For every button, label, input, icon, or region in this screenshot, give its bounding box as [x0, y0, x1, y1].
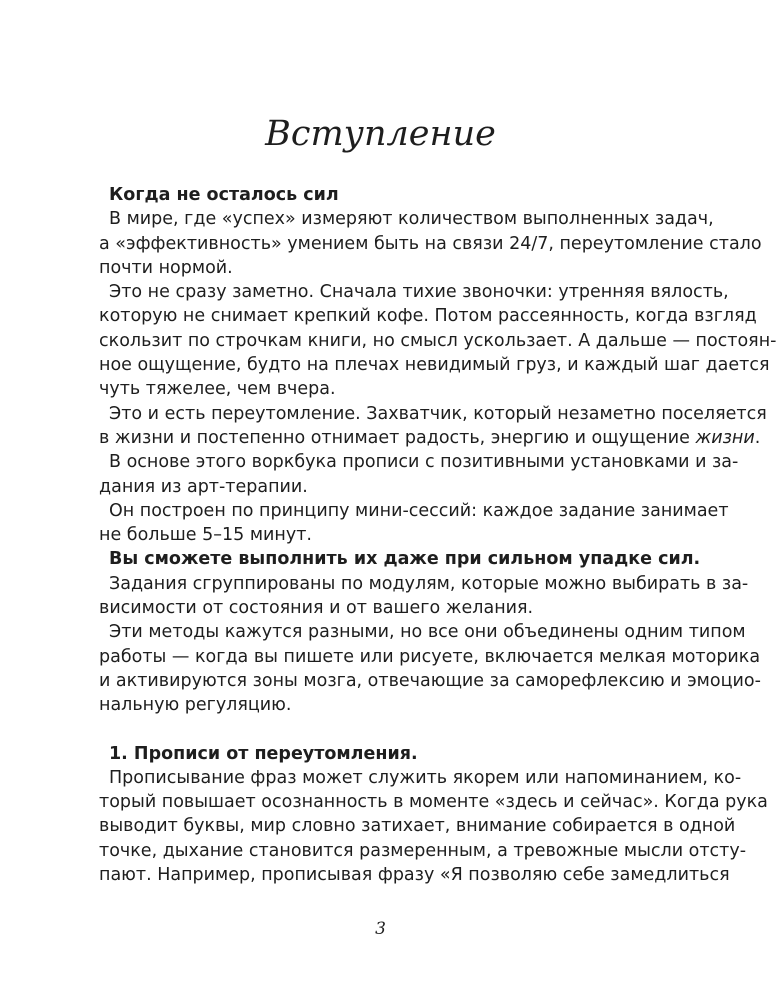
text-line: работы — когда вы пишете или рисуете, включается мелкая моторика [99, 646, 761, 667]
text-line: почти нормой. [99, 257, 233, 278]
text-line: В основе этого воркбука прописи с позитивными установками и за- [109, 452, 739, 473]
section-gap [99, 718, 662, 742]
paragraph [99, 766, 768, 887]
text-line: Это не сразу заметно. Сначала тихие звоночки: утренняя вялость, [109, 282, 729, 303]
paragraph [99, 402, 767, 451]
text-line: выводит буквы, мир словно затихает, внимание собирается в одной [99, 816, 736, 837]
book-page [99, 0, 776, 1000]
text-line: пают. Например, прописывая фразу «Я позволяю себе замедлиться [99, 865, 730, 886]
text-line: ное ощущение, будто на плечах невидимый груз, и каждый шаг дается [99, 355, 770, 376]
text-line: и активируются зоны мозга, отвечающие за саморефлексию и эмоцио- [99, 670, 761, 691]
bold-heading-paragraph [99, 547, 701, 571]
text-line: Прописывание фраз может служить якорем или напоминанием, ко- [109, 767, 742, 788]
paragraph [99, 280, 776, 401]
text-line: чуть тяжелее, чем вчера. [99, 379, 336, 400]
text-line: торый повышает осознанность в моменте «здесь и сейчас». Когда рука [99, 792, 768, 813]
text-line: которую не снимает крепкий кофе. Потом рассеянность, когда взгляд [99, 306, 757, 327]
text-line: Он построен по принципу мини-сессий: каждое задание занимает [109, 500, 729, 521]
text-line: Эти методы кажутся разными, но все они объединены одним типом [109, 622, 746, 643]
paragraph [99, 207, 762, 280]
text-line: Это и есть переутомление. Захватчик, который незаметно поселяется [109, 403, 767, 424]
text-line: а «эффективность» умением быть на связи 24/7, переутомление стало [99, 233, 762, 254]
page-number: 3 [375, 919, 386, 939]
paragraph [99, 499, 729, 548]
paragraph [99, 572, 749, 621]
text-line: не больше 5–15 минут. [99, 525, 312, 546]
text-line: в жизни и постепенно отнимает радость, энергию и ощущение жизни. [99, 427, 761, 448]
text-line: Когда не осталось сил [109, 185, 339, 205]
text-line: В мире, где «успех» измеряют количеством выполненных задач, [109, 209, 714, 230]
bold-heading-paragraph [99, 183, 662, 207]
text-line: Задания сгруппированы по модулям, которые можно выбирать в за- [109, 573, 749, 594]
chapter-title: Вступление [265, 114, 496, 154]
emphasis: жизни [695, 427, 755, 448]
text-line: скользит по строчкам книги, но смысл ускользает. А дальше — постоян- [99, 330, 776, 351]
body-text [99, 183, 776, 887]
paragraph [99, 450, 739, 499]
paragraph [99, 620, 761, 717]
text-line: Вы сможете выполнить их даже при сильном упадке сил. [109, 549, 701, 570]
text-line: дания из арт-терапии. [99, 476, 308, 497]
text-line: 1. Прописи от переутомления. [109, 743, 418, 764]
bold-heading-paragraph [99, 742, 662, 766]
text-line: висимости от состояния и от вашего желания. [99, 598, 534, 619]
text-line: нальную регуляцию. [99, 695, 292, 716]
text-line: точке, дыхание становится размеренным, а тревожные мысли отсту- [99, 840, 747, 861]
